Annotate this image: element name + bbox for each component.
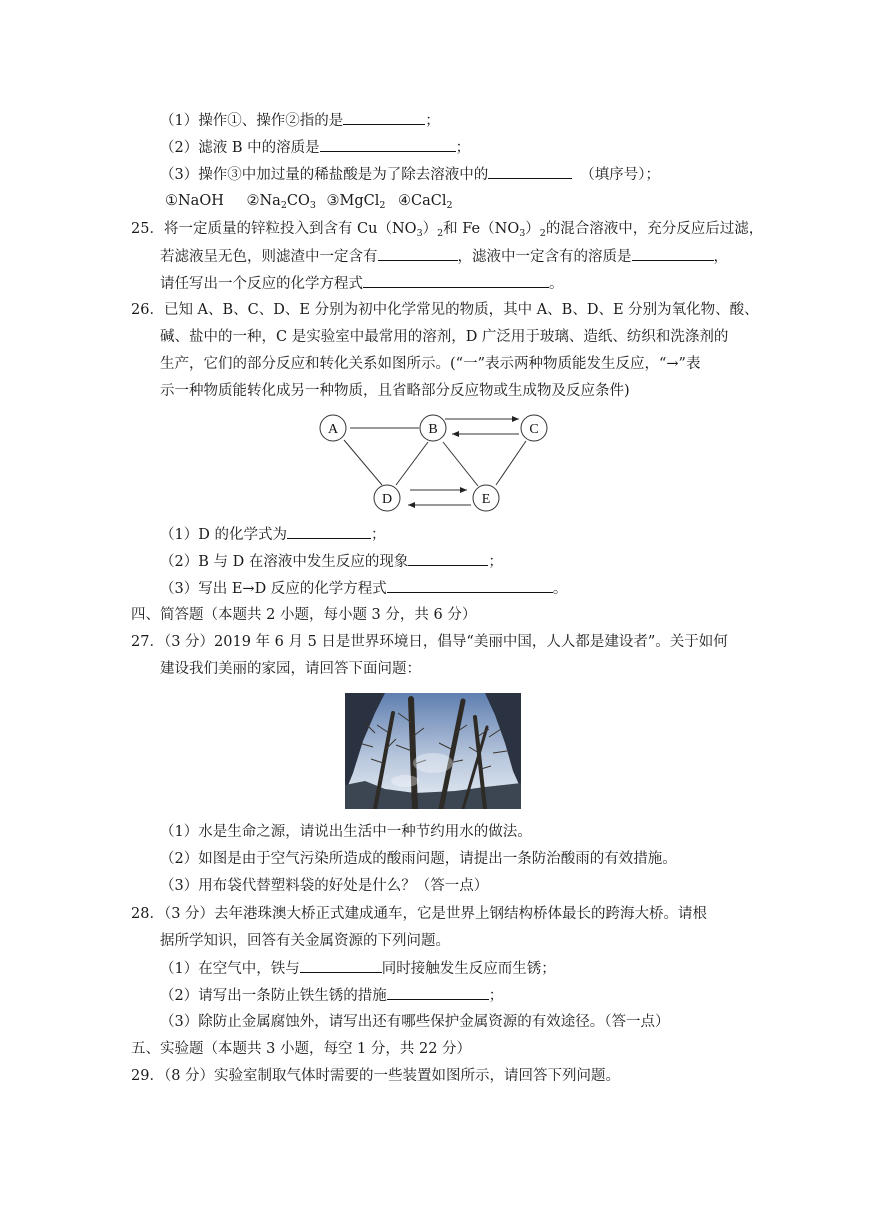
q27-sub3: （3）用布袋代替塑料袋的好处是什么？（答一点） xyxy=(160,878,489,894)
q26-stem-2: 碱、盐中的一种，C 是实验室中最常用的溶剂，D 广泛用于玻璃、造纸、纺织和洗涤剂的 xyxy=(160,329,729,345)
q28-sub1: （1）在空气中，铁与 同时接触发生反应而生锈； xyxy=(160,958,556,979)
node-e-label: E xyxy=(481,492,491,507)
q27-stem-1: 27．（3 分）2019 年 6 月 5 日是世界环境日，倡导“美丽中国，人人都是建设者”。关于如何 xyxy=(131,634,728,650)
q28-stem-2: 据所学知识，回答有关金属资源的下列问题。 xyxy=(160,933,450,949)
edge-b-e xyxy=(443,442,478,486)
node-a-label: A xyxy=(327,422,339,437)
node-d-label: D xyxy=(381,492,393,507)
answer-blank[interactable] xyxy=(488,164,572,179)
answer-blank[interactable] xyxy=(378,246,458,261)
q27-stem-2: 建设我们美丽的家园，请回答下面问题： xyxy=(160,661,421,677)
answer-blank[interactable] xyxy=(300,958,382,973)
answer-blank[interactable] xyxy=(363,273,549,288)
node-b-label: B xyxy=(428,422,438,437)
q26-stem-4: 示一种物质能转化成另一种物质，且省略部分反应物或生成物及反应条件) xyxy=(160,383,630,399)
edge-c-e xyxy=(496,441,526,485)
q26-stem-1: 26．已知 A、B、C、D、E 分别为初中化学常见的物质，其中 A、B、D、E 分别为氧化物、酸、 xyxy=(131,302,759,318)
q25-stem: 25．将一定质量的锌粒投入到含有 $Cu(NO_3)_2$和 $Fe(NO_3)_2$的混合溶液中，充分反应后过滤， xyxy=(131,221,764,239)
q24-sub1: （1）操作①、操作②指的是 ； xyxy=(160,110,440,131)
q25-line2: 若滤液呈无色，则滤渣中一定含有 ，滤液中一定含有的溶质是 ， xyxy=(160,246,728,267)
section-5-heading: 五、实验题（本题共 3 小题，每空 1 分，共 22 分） xyxy=(131,1041,472,1057)
edge-a-d xyxy=(344,440,382,485)
q24-options: ①NaOH $②Na_2CO_3$ ③MgCl$_2$ ④CaCl$_2$ xyxy=(165,193,453,211)
node-c-label: C xyxy=(529,422,539,437)
q27-sub2: （2）如图是由于空气污染所造成的酸雨问题，请提出一条防治酸雨的有效措施。 xyxy=(160,851,677,867)
answer-blank[interactable] xyxy=(408,551,488,566)
section-4-heading: 四、简答题（本题共 2 小题，每小题 3 分，共 6 分） xyxy=(131,607,477,623)
q28-stem-1: 28．（3 分）去年港珠澳大桥正式建成通车，它是世界上钢结构桥体最长的跨海大桥。请根 xyxy=(131,906,708,922)
q27-sub1: （1）水是生命之源，请说出生活中一种节约用水的做法。 xyxy=(160,824,532,840)
q28-sub2: （2）请写出一条防止铁生锈的措施 ； xyxy=(160,985,503,1006)
answer-blank[interactable] xyxy=(287,524,371,539)
q25-line3: 请任写出一个反应的化学方程式 。 xyxy=(160,273,564,294)
q24-sub3: （3）操作③中加过量的稀盐酸是为了除去溶液中的 （填序号）； xyxy=(160,164,660,185)
edge-b-d xyxy=(396,442,428,485)
answer-blank[interactable] xyxy=(343,110,425,125)
answer-blank[interactable] xyxy=(632,246,714,261)
q29-stem: 29．（8 分）实验室制取气体时需要的一些装置如图所示，请回答下列问题。 xyxy=(131,1068,621,1084)
q26-stem-3: 生产，它们的部分反应和转化关系如图所示。(“一”表示两种物质能发生反应，“→”表 xyxy=(160,356,701,372)
q28-sub3: （3）除防止金属腐蚀外，请写出还有哪些保护金属资源的有效途径。（答一点） xyxy=(160,1014,670,1030)
q24-sub2: （2）滤液 B 中的溶质是 ； xyxy=(160,137,470,158)
answer-blank[interactable] xyxy=(320,137,456,152)
q26-sub2: （2）B 与 D 在溶液中发生反应的现象 ； xyxy=(160,551,503,572)
acid-rain-forest-photo xyxy=(345,693,521,809)
answer-blank[interactable] xyxy=(387,985,489,1000)
answer-blank[interactable] xyxy=(387,578,553,593)
q26-sub1: （1）D 的化学式为 ； xyxy=(160,524,385,545)
relation-diagram xyxy=(316,406,556,522)
q26-sub3: （3）写出 E→D 反应的化学方程式 。 xyxy=(160,578,567,599)
